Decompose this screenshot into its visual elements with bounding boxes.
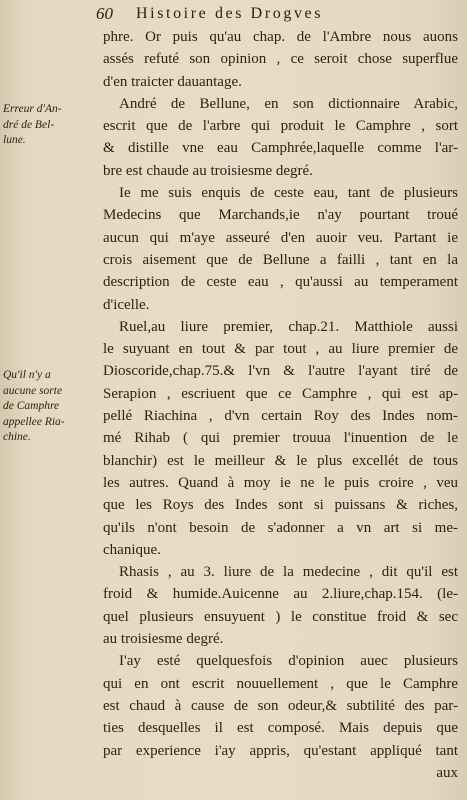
text-line: pellé Riachina , d'vn certain Roy des Indes nom- xyxy=(103,408,458,425)
body-text xyxy=(103,26,458,784)
text-line: Medecins que Marchands,ie n'ay pourtant troué xyxy=(103,207,458,224)
page-number: 60 xyxy=(96,4,113,23)
text-line: Rhasis , au 3. liure de la medecine , dit qu'il est xyxy=(119,564,458,581)
text-line: Ruel,au liure premier, chap.21. Matthiole aussi xyxy=(119,318,458,335)
text-line: qu'ils n'ont besoin de s'adonner a vn art si me- xyxy=(103,519,458,536)
margin-note-riachine xyxy=(3,368,100,446)
text-line: mé Rihab ( qui premier trouua l'inuention de le xyxy=(103,430,458,447)
text-line: & distille vne eau Camphrée,laquelle comme l'ar- xyxy=(103,140,458,157)
text-line: ties desquelles il est composé. Mais depuis que xyxy=(103,720,458,737)
margin-note-error xyxy=(3,102,100,149)
text-line: blanchir) est le meilleur & le plus excellét de tous xyxy=(103,452,458,469)
text-line: quel plusieurs ensuyuent ) le constitue froid & sec xyxy=(103,608,458,625)
text-line: description de ceste eau , qu'aussi au temperament xyxy=(103,274,458,291)
text-line: escrit que de l'arbre qui produit le Camphre , sort xyxy=(103,118,458,135)
catchword: aux xyxy=(436,764,458,781)
text-line: crois aisement que de Bellune a failli , tant en la xyxy=(103,251,458,268)
text-line: d'icelle. xyxy=(103,296,150,313)
text-line: assés refuté son opinion , ce seroit chose superflue xyxy=(103,51,458,68)
text-line: Serapion , escriuent que ce Camphre , qui est ap- xyxy=(103,385,458,402)
text-line: au troisiesme degré. xyxy=(103,631,224,648)
margin-note-line: aucune sorte xyxy=(3,384,63,397)
margin-note-line: dré de Bel- xyxy=(3,118,55,131)
text-line: Ie me suis enquis de ceste eau, tant de plusieurs xyxy=(119,185,458,202)
margin-note-line: appellee Ria- xyxy=(3,415,65,428)
text-line: aucun qui m'aye asseuré d'en auoir veu. Partant ie xyxy=(103,229,458,246)
text-line: d'en traicter dauantage. xyxy=(103,73,242,90)
text-line: est chaud à cause de son odeur,& subtilité des par- xyxy=(103,697,458,714)
text-line: phre. Or puis qu'au chap. de l'Ambre nous auons xyxy=(103,29,458,45)
text-line: bre est chaude au troisiesme degré. xyxy=(103,162,313,179)
text-line: le suyuant en tout & par tout , au liure premier de xyxy=(103,341,458,358)
text-line: I'ay esté quelquesfois d'opinion auec plusieurs xyxy=(119,653,458,670)
margin-note-line: lune. xyxy=(3,134,26,146)
margin-note-line: Qu'il n'y a xyxy=(3,369,51,381)
text-line: que les Roys des Indes sont si puissans & riches, xyxy=(103,497,458,514)
text-line: les autres. Quand à moy ie ne le puis croire , veu xyxy=(103,474,458,491)
running-title: Histoire des Drogves xyxy=(136,5,324,22)
text-line: froid & humide.Auicenne au 2.liure,chap.154. (le- xyxy=(103,586,458,603)
margin-note-line: de Camphre xyxy=(3,400,60,412)
margin-note-line: Erreur d'An- xyxy=(3,103,62,115)
text-line: par experience i'ay appris, qu'estant appliqué tant xyxy=(103,742,458,759)
text-line: André de Bellune, en son dictionnaire Arabic, xyxy=(119,95,458,112)
margin-note-line: chine. xyxy=(3,431,31,443)
text-line: qui en ont escrit nouuellement , que le Camphre xyxy=(103,675,458,692)
text-line: Dioscoride,chap.75.& l'vn & l'autre l'ayant tiré de xyxy=(103,363,458,380)
page-header xyxy=(96,4,462,26)
text-line: chanique. xyxy=(103,541,161,558)
